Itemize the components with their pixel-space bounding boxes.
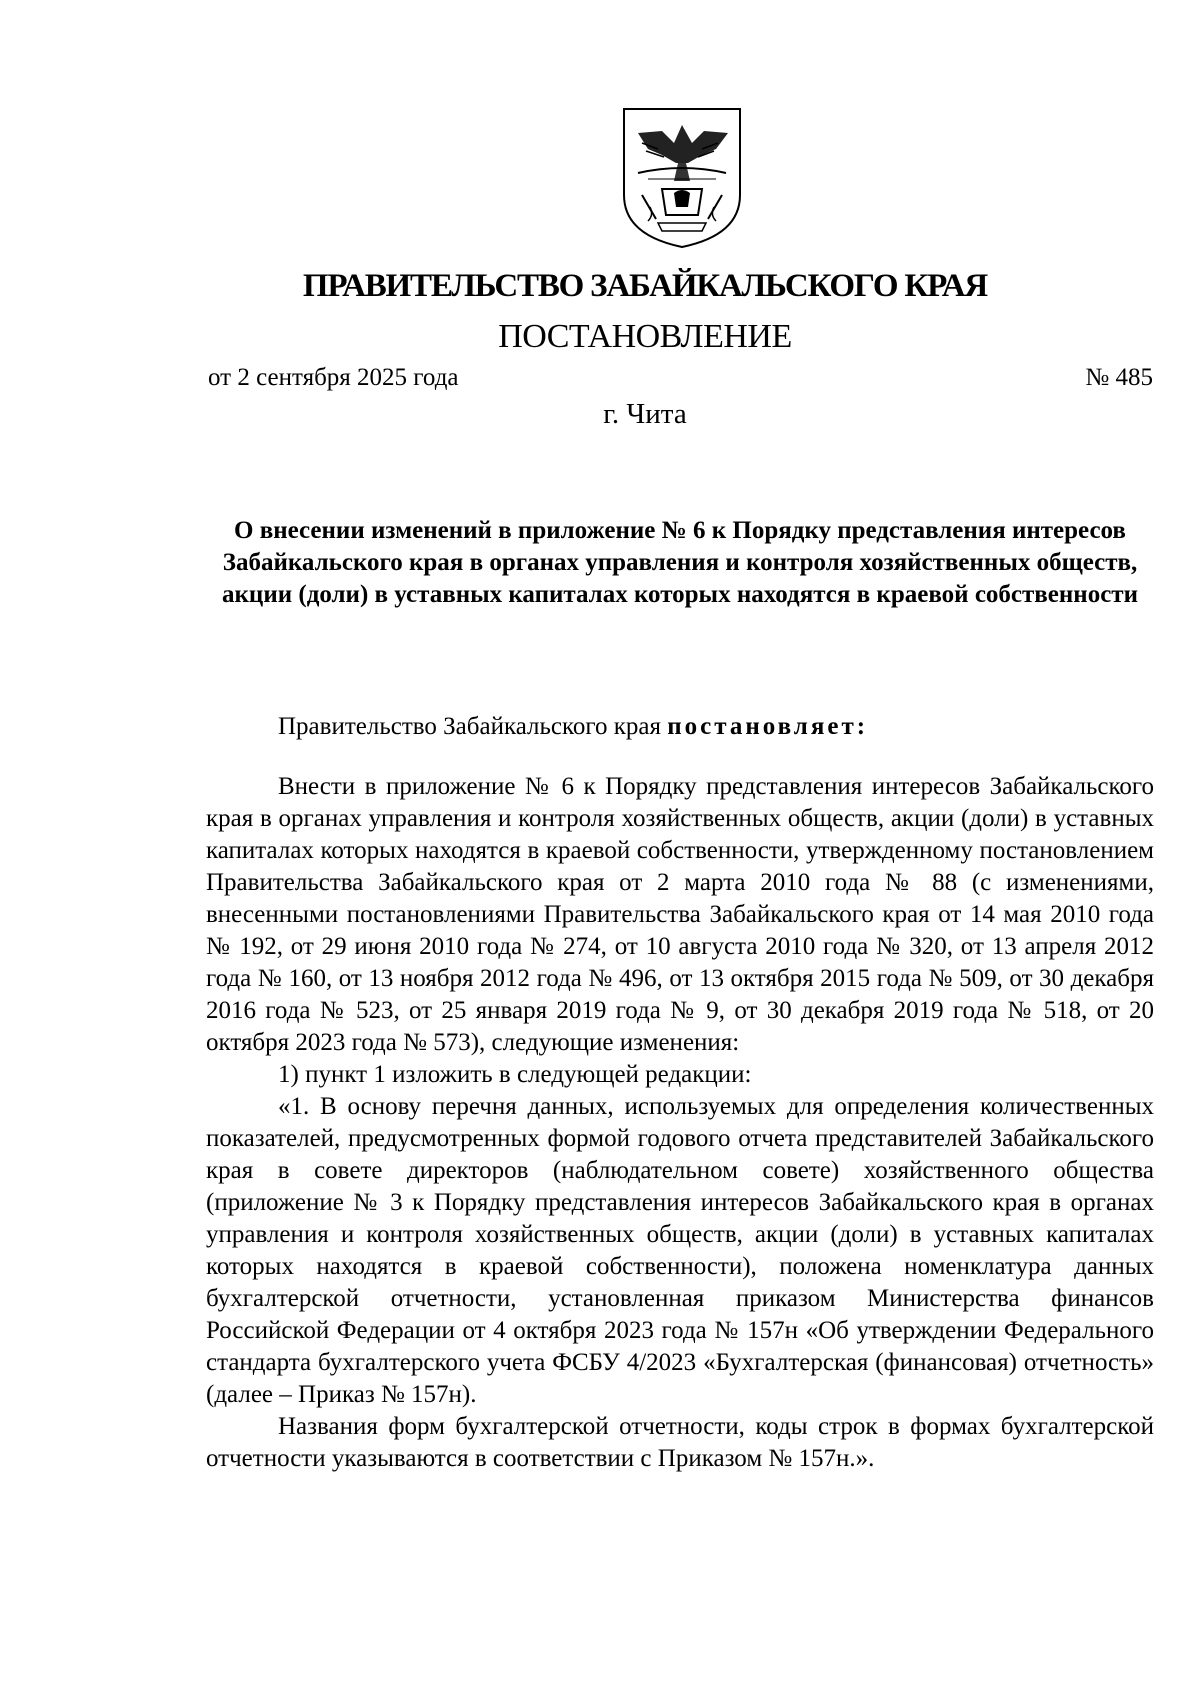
document-title: О внесении изменений в приложение № 6 к Порядку представления интересов Забайкальского края в органах управления и контроля хозяйственных обществ, акции (доли) в уставных капиталах которых находятся в краевой собственности bbox=[222, 517, 1138, 608]
document-number: № 485 bbox=[1085, 364, 1153, 391]
date-number-row bbox=[208, 364, 1153, 392]
preamble-emphasis: постановляет: bbox=[667, 713, 869, 740]
document-body bbox=[206, 711, 1154, 1475]
document-type: ПОСТАНОВЛЕНИЕ bbox=[498, 318, 792, 355]
document-city: г. Чита bbox=[603, 398, 687, 430]
body-paragraph: 1) пункт 1 изложить в следующей редакции: bbox=[278, 1061, 752, 1088]
organization-name: ПРАВИТЕЛЬСТВО ЗАБАЙКАЛЬСКОГО КРАЯ bbox=[302, 268, 988, 304]
preamble-text: Правительство Забайкальского края bbox=[278, 713, 668, 740]
document-date: от 2 сентября 2025 года bbox=[208, 364, 459, 391]
coat-of-arms-emblem bbox=[618, 103, 746, 251]
body-paragraph: Внести в приложение № 6 к Порядку представления интересов Забайкальского края в органах управления и контроля хозяйственных обществ, акции (доли) в уставных капиталах которых находятся в краевой собственности, утвержденному постановлением Правительства Забайкальского края от 2 марта 2010 года № 88 (с изменениями, внесенными постановлениями Правительства Забайкальского края от 14 мая 2010 года № 192, от 29 июня 2010 года № 274, от 10 августа 2010 года № 320, от 13 апреля 2012 года № 160, от 13 ноября 2012 года № 496, от 13 октября 2015 года № 509, от 30 декабря 2016 года № 523, от 25 января 2019 года № 9, от 30 декабря 2019 года № 518, от 20 октября 2023 года № 573), следующие изменения: bbox=[206, 773, 1154, 1056]
body-paragraph: Названия форм бухгалтерской отчетности, коды строк в формах бухгалтерской отчетности указываются в соответствии с Приказом № 157н.». bbox=[206, 1413, 1154, 1472]
body-paragraph: «1. В основу перечня данных, используемых для определения количественных показателей, предусмотренных формой годового отчета представителей Забайкальского края в совете директоров (наблюдательном совете) хозяйственного общества (приложение № 3 к Порядку представления интересов Забайкальского края в органах управления и контроля хозяйственных обществ, акции (доли) в уставных капиталах которых находятся в краевой собственности), положена номенклатура данных бухгалтерской отчетности, установленная приказом Министерства финансов Российской Федерации от 4 октября 2023 года № 157н «Об утверждении Федерального стандарта бухгалтерского учета ФСБУ 4/2023 «Бухгалтерская (финансовая) отчетность» (далее – Приказ № 157н). bbox=[206, 1093, 1154, 1408]
preamble-paragraph bbox=[206, 711, 1154, 743]
